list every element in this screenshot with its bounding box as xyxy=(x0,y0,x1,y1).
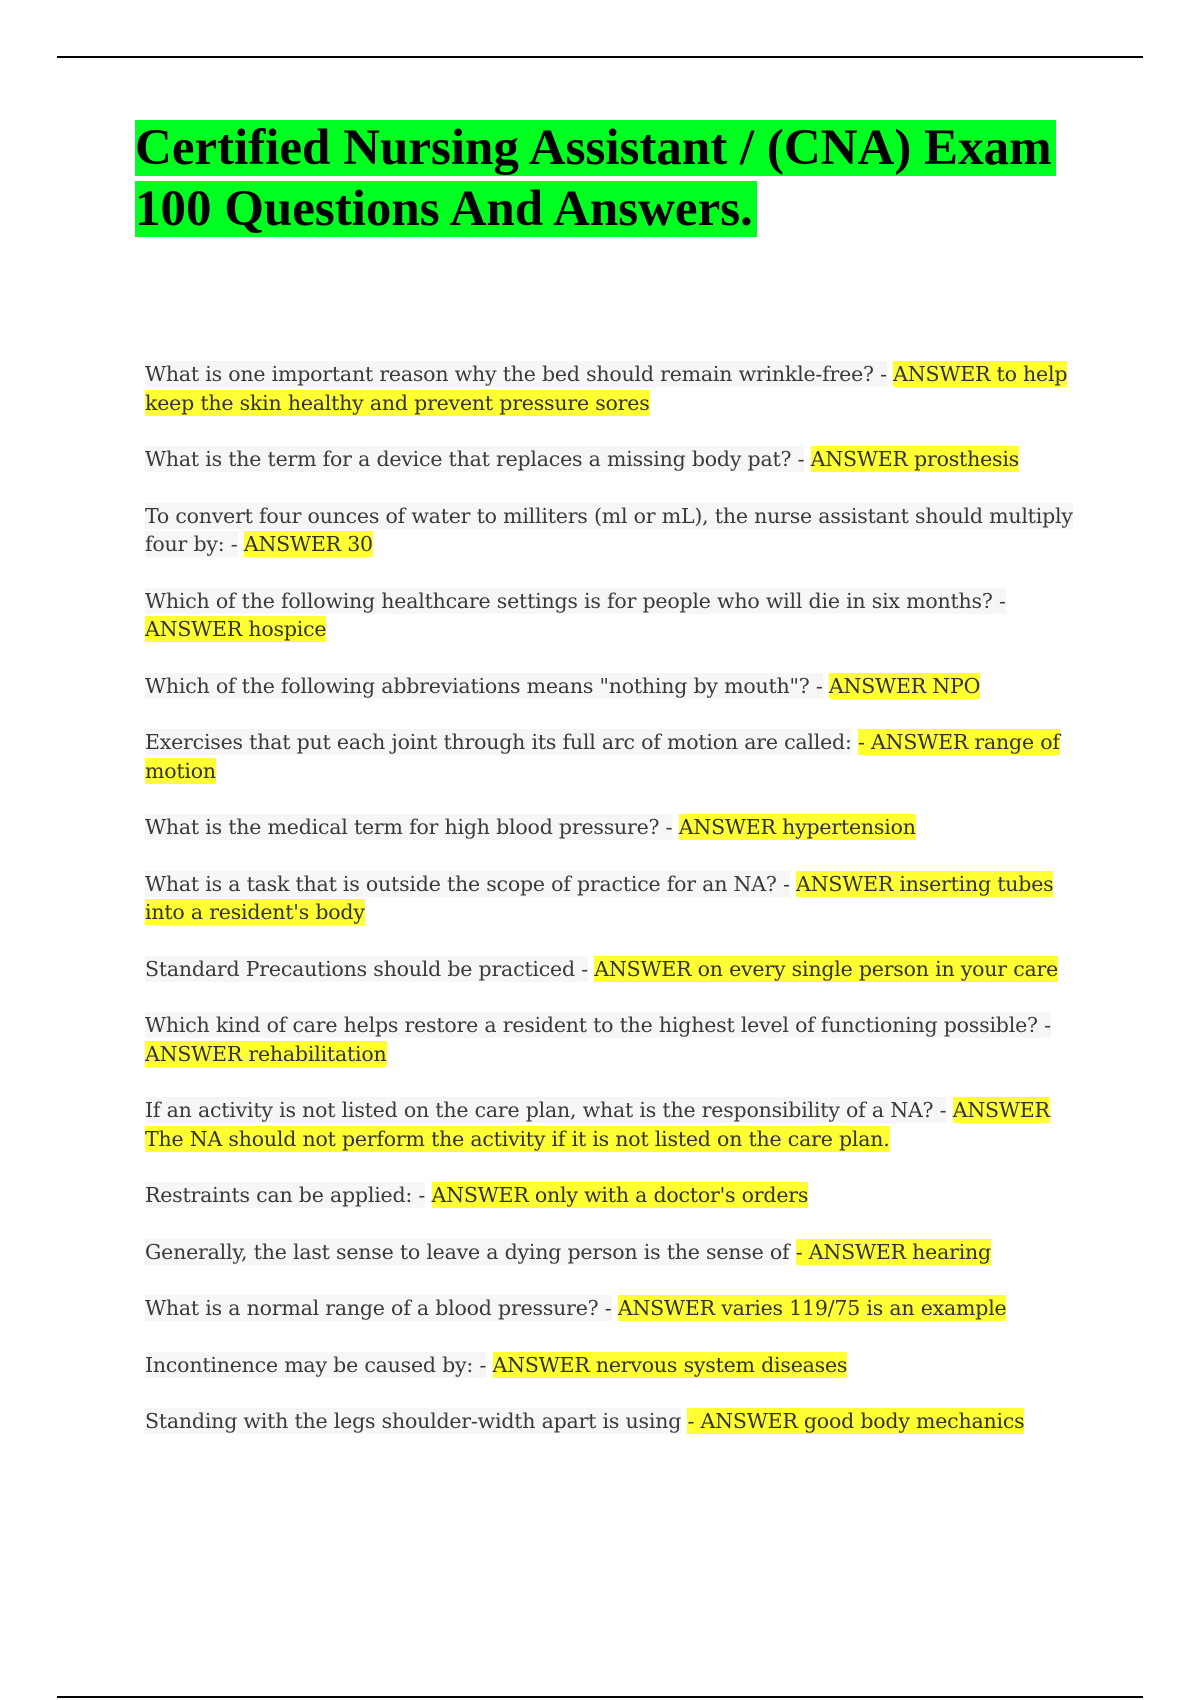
qa-item-1 xyxy=(145,360,1090,417)
answer-text: - ANSWER hearing xyxy=(795,1239,991,1264)
question-text: Exercises that put each joint through its full arc of motion are called: xyxy=(145,730,852,754)
answer-text: ANSWER only with a doctor's orders xyxy=(431,1183,809,1207)
qa-item-3 xyxy=(145,502,1090,559)
question-text: What is the medical term for high blood pressure? - xyxy=(145,815,673,839)
question-text: Which of the following healthcare settings is for people who will die in six months? - xyxy=(145,588,1006,613)
answer-text: ANSWER hypertension xyxy=(678,815,916,839)
answer-text: - ANSWER range of motion xyxy=(145,730,1060,783)
qa-item-2 xyxy=(145,445,1090,474)
bottom-rule xyxy=(57,1696,1143,1698)
qa-item-13 xyxy=(145,1238,1090,1267)
answer-text: - ANSWER good body mechanics xyxy=(687,1409,1025,1433)
question-text: Generally, the last sense to leave a dying person is the sense of xyxy=(145,1239,790,1264)
qa-item-9 xyxy=(145,955,1090,984)
question-text: To convert four ounces of water to milliters (ml or mL), the nurse assistant should multiply four by: - xyxy=(145,503,1073,556)
question-text: Which of the following abbreviations means "nothing by mouth"? - xyxy=(145,673,823,698)
question-text: What is a task that is outside the scope of practice for an NA? - xyxy=(145,871,790,896)
answer-text: ANSWER 30 xyxy=(243,532,373,556)
qa-item-6 xyxy=(145,728,1090,785)
qa-list xyxy=(145,360,1090,1464)
answer-text: ANSWER rehabilitation xyxy=(145,1041,387,1066)
qa-item-16 xyxy=(145,1407,1090,1436)
question-text: Restraints can be applied: - xyxy=(145,1183,426,1207)
answer-text: ANSWER inserting tubes into a resident's body xyxy=(145,871,1054,924)
answer-text: ANSWER NPO xyxy=(828,673,981,698)
qa-item-15 xyxy=(145,1351,1090,1380)
qa-item-12 xyxy=(145,1181,1090,1210)
answer-text: ANSWER hospice xyxy=(145,617,327,641)
title-highlight: Certified Nursing Assistant / (CNA) Exam 100 Questions And Answers. xyxy=(135,120,1056,237)
document-title xyxy=(135,118,1095,240)
question-text: Standing with the legs shoulder-width apart is using xyxy=(145,1409,682,1433)
answer-text: ANSWER The NA should not perform the activity if it is not listed on the care plan. xyxy=(145,1098,1050,1151)
qa-item-4 xyxy=(145,587,1090,644)
answer-text: ANSWER nervous system diseases xyxy=(492,1352,848,1377)
question-text: Which kind of care helps restore a resident to the highest level of functioning possible? - xyxy=(145,1013,1051,1037)
qa-item-10 xyxy=(145,1011,1090,1068)
question-text: If an activity is not listed on the care plan, what is the responsibility of a NA? - xyxy=(145,1098,947,1122)
question-text: What is the term for a device that replaces a missing body pat? - xyxy=(145,447,805,471)
answer-text: ANSWER to help keep the skin healthy and prevent pressure sores xyxy=(145,362,1068,415)
question-text: What is one important reason why the bed should remain wrinkle-free? - xyxy=(145,362,887,386)
qa-item-14 xyxy=(145,1294,1090,1323)
question-text: Standard Precautions should be practiced - xyxy=(145,956,588,981)
answer-text: ANSWER prosthesis xyxy=(810,447,1019,471)
qa-item-11 xyxy=(145,1096,1090,1153)
qa-item-7 xyxy=(145,813,1090,842)
top-rule xyxy=(57,56,1143,58)
qa-item-8 xyxy=(145,870,1090,927)
question-text: What is a normal range of a blood pressure? - xyxy=(145,1296,612,1320)
answer-text: ANSWER on every single person in your care xyxy=(594,956,1059,981)
question-text: Incontinence may be caused by: - xyxy=(145,1352,487,1377)
answer-text: ANSWER varies 119/75 is an example xyxy=(617,1296,1007,1320)
qa-item-5 xyxy=(145,672,1090,701)
